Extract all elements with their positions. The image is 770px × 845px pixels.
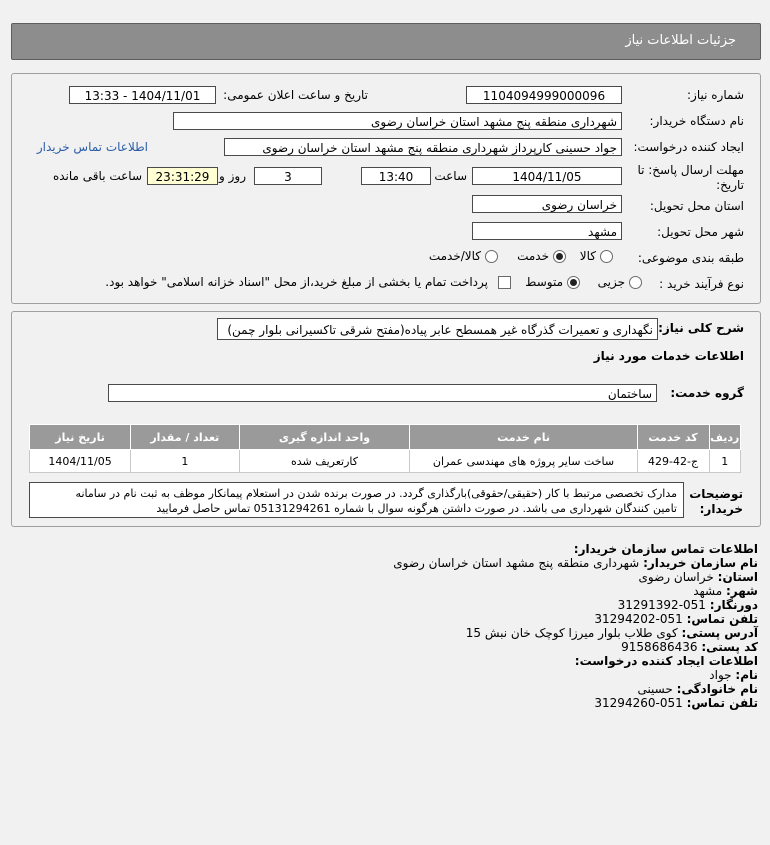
creator-phone-value: 051-31294260 [594,696,683,710]
page-title: جزئیات اطلاعات نیاز [625,33,736,48]
need-number-field: 1104094999000096 [466,86,622,104]
contact-address-label: آدرس پستی: [681,626,758,640]
deadline-time-label: ساعت [434,169,467,183]
services-table [29,424,741,473]
services-table-header [30,425,741,450]
contact-city-label: شهر: [726,584,758,598]
col-unit: واحد اندازه گیری [239,425,410,450]
category-radio-goods-service[interactable] [485,250,498,263]
contact-province-label: استان: [717,570,758,584]
category-radio-goods[interactable] [600,250,613,263]
buyer-notes-label-2: خریدار: [699,502,743,516]
deadline-time-field: 13:40 [361,167,431,185]
description-field: نگهداری و تعمیرات گذرگاه غیر همسطح عابر پیاده(مفتح شرقی تاکسیرانی بلوار چمن) [217,318,658,340]
services-heading: اطلاعات خدمات مورد نیاز [593,349,744,363]
announce-datetime-field: 1404/11/01 - 13:33 [69,86,216,104]
table-row [30,450,741,473]
cell-unit: کارتعریف شده [239,450,410,473]
col-need-date: تاریخ نیاز [30,425,131,450]
process-label: نوع فرآیند خرید : [659,277,744,291]
cell-quantity: 1 [131,450,239,473]
creator-phone-row [594,696,758,710]
category-option-goods-service: کالا/خدمت [428,249,481,263]
need-info-panel [11,73,761,304]
contact-postal-label: کد پستی: [701,640,758,654]
deadline-label-date: تاریخ: [716,178,744,192]
province-label: استان محل تحویل: [649,199,744,213]
treasury-payment-checkbox[interactable] [498,276,511,289]
buyer-contact-link[interactable]: اطلاعات تماس خریدار [36,140,148,154]
creator-contact-heading: اطلاعات ایجاد کننده درخواست: [574,654,758,668]
days-remaining-field: 3 [254,167,322,185]
category-option-service: خدمت [517,249,549,263]
page-header [11,23,761,60]
buyer-notes-line-1: مدارک تخصصی مرتبط با کار (حقیقی/حقوقی)بارگذاری گردد. در صورت برنده شدن در استعلام پیمانکار موظف به ثبت نام در سامانه [75,487,677,500]
buyer-notes-label: توضیحات [689,487,743,501]
process-radio-medium[interactable] [567,276,580,289]
days-label: روز و [219,169,246,183]
category-radio-service[interactable] [553,250,566,263]
col-service-name: نام خدمت [410,425,637,450]
buyer-contact-heading: اطلاعات تماس سازمان خریدار: [573,542,758,556]
contact-phone-row [594,612,758,626]
category-option-goods: کالا [579,249,596,263]
description-label: شرح کلی نیاز: [658,321,744,335]
buyer-org-field: شهرداری منطقه پنج مشهد استان خراسان رضوی [173,112,622,130]
creator-contact-section [575,654,758,668]
creator-family-row [637,682,758,696]
contact-fax-value: 051-31291392 [617,598,706,612]
contact-phone-value: 051-31294202 [594,612,683,626]
buyer-org-label: نام دستگاه خریدار: [649,114,744,128]
contact-org-value: شهرداری منطقه پنج مشهد استان خراسان رضوی [393,556,640,570]
service-group-field: ساختمان [108,384,657,402]
remaining-label: ساعت باقی مانده [52,169,142,183]
creator-name-row [709,668,758,682]
creator-family-value: حسینی [637,682,673,696]
contact-city-row [693,584,758,598]
contact-city-value: مشهد [693,584,723,598]
process-option-small: جزیی [597,275,625,289]
contact-province-value: خراسان رضوی [638,570,714,584]
deadline-label: مهلت ارسال پاسخ: تا [637,163,744,177]
service-group-label: گروه خدمت: [670,386,744,400]
announce-label: تاریخ و ساعت اعلان عمومی: [223,88,368,102]
contact-fax-row [618,598,758,612]
contact-postal-row [621,640,758,654]
process-radio-small[interactable] [629,276,642,289]
creator-name-value: جواد [709,668,732,682]
contact-postal-value: 9158686436 [621,640,698,654]
cell-row-number: 1 [709,450,740,473]
creator-field: جواد حسینی کارپرداز شهرداری منطقه پنج مشهد استان خراسان رضوی [224,138,622,156]
cell-service-code: ج-42-429 [637,450,709,473]
deadline-date-field: 1404/11/05 [472,167,622,185]
creator-name-label: نام: [735,668,758,682]
creator-phone-label: تلفن تماس: [686,696,758,710]
contact-address-row [466,626,758,640]
col-quantity: تعداد / مقدار [131,425,239,450]
category-label: طبقه بندی موضوعی: [637,251,744,265]
cell-need-date: 1404/11/05 [30,450,131,473]
col-service-code: کد خدمت [637,425,709,450]
buyer-contact-section [574,542,758,556]
buyer-notes-box [29,482,684,518]
city-field: مشهد [472,222,622,240]
col-row-number: ردیف [709,425,740,450]
need-number-label: شماره نیاز: [687,88,744,102]
buyer-notes-line-2: تامین کنندگان شهرداری می باشد. در صورت داشتن هرگونه سوال با شماره 05131294261 تماس حاصل فرمایید [156,502,677,515]
cell-service-name: ساخت سایر پروژه های مهندسی عمران [410,450,637,473]
process-option-medium: متوسط [525,275,563,289]
contact-org-row [393,556,758,570]
contact-org-label: نام سازمان خریدار: [643,556,758,570]
city-label: شهر محل تحویل: [657,225,744,239]
creator-family-label: نام خانوادگی: [676,682,758,696]
treasury-payment-note: پرداخت تمام یا بخشی از مبلغ خرید،از محل "اسناد خزانه اسلامی" خواهد بود. [105,275,488,289]
contact-province-row [639,570,758,584]
creator-label: ایجاد کننده درخواست: [633,140,744,154]
contact-phone-label: تلفن تماس: [686,612,758,626]
contact-fax-label: دورنگار: [709,598,758,612]
remaining-time-field: 23:31:29 [147,167,218,185]
contact-address-value: کوی طلاب بلوار میرزا کوچک خان نبش 15 [465,626,678,640]
province-field: خراسان رضوی [472,195,622,213]
